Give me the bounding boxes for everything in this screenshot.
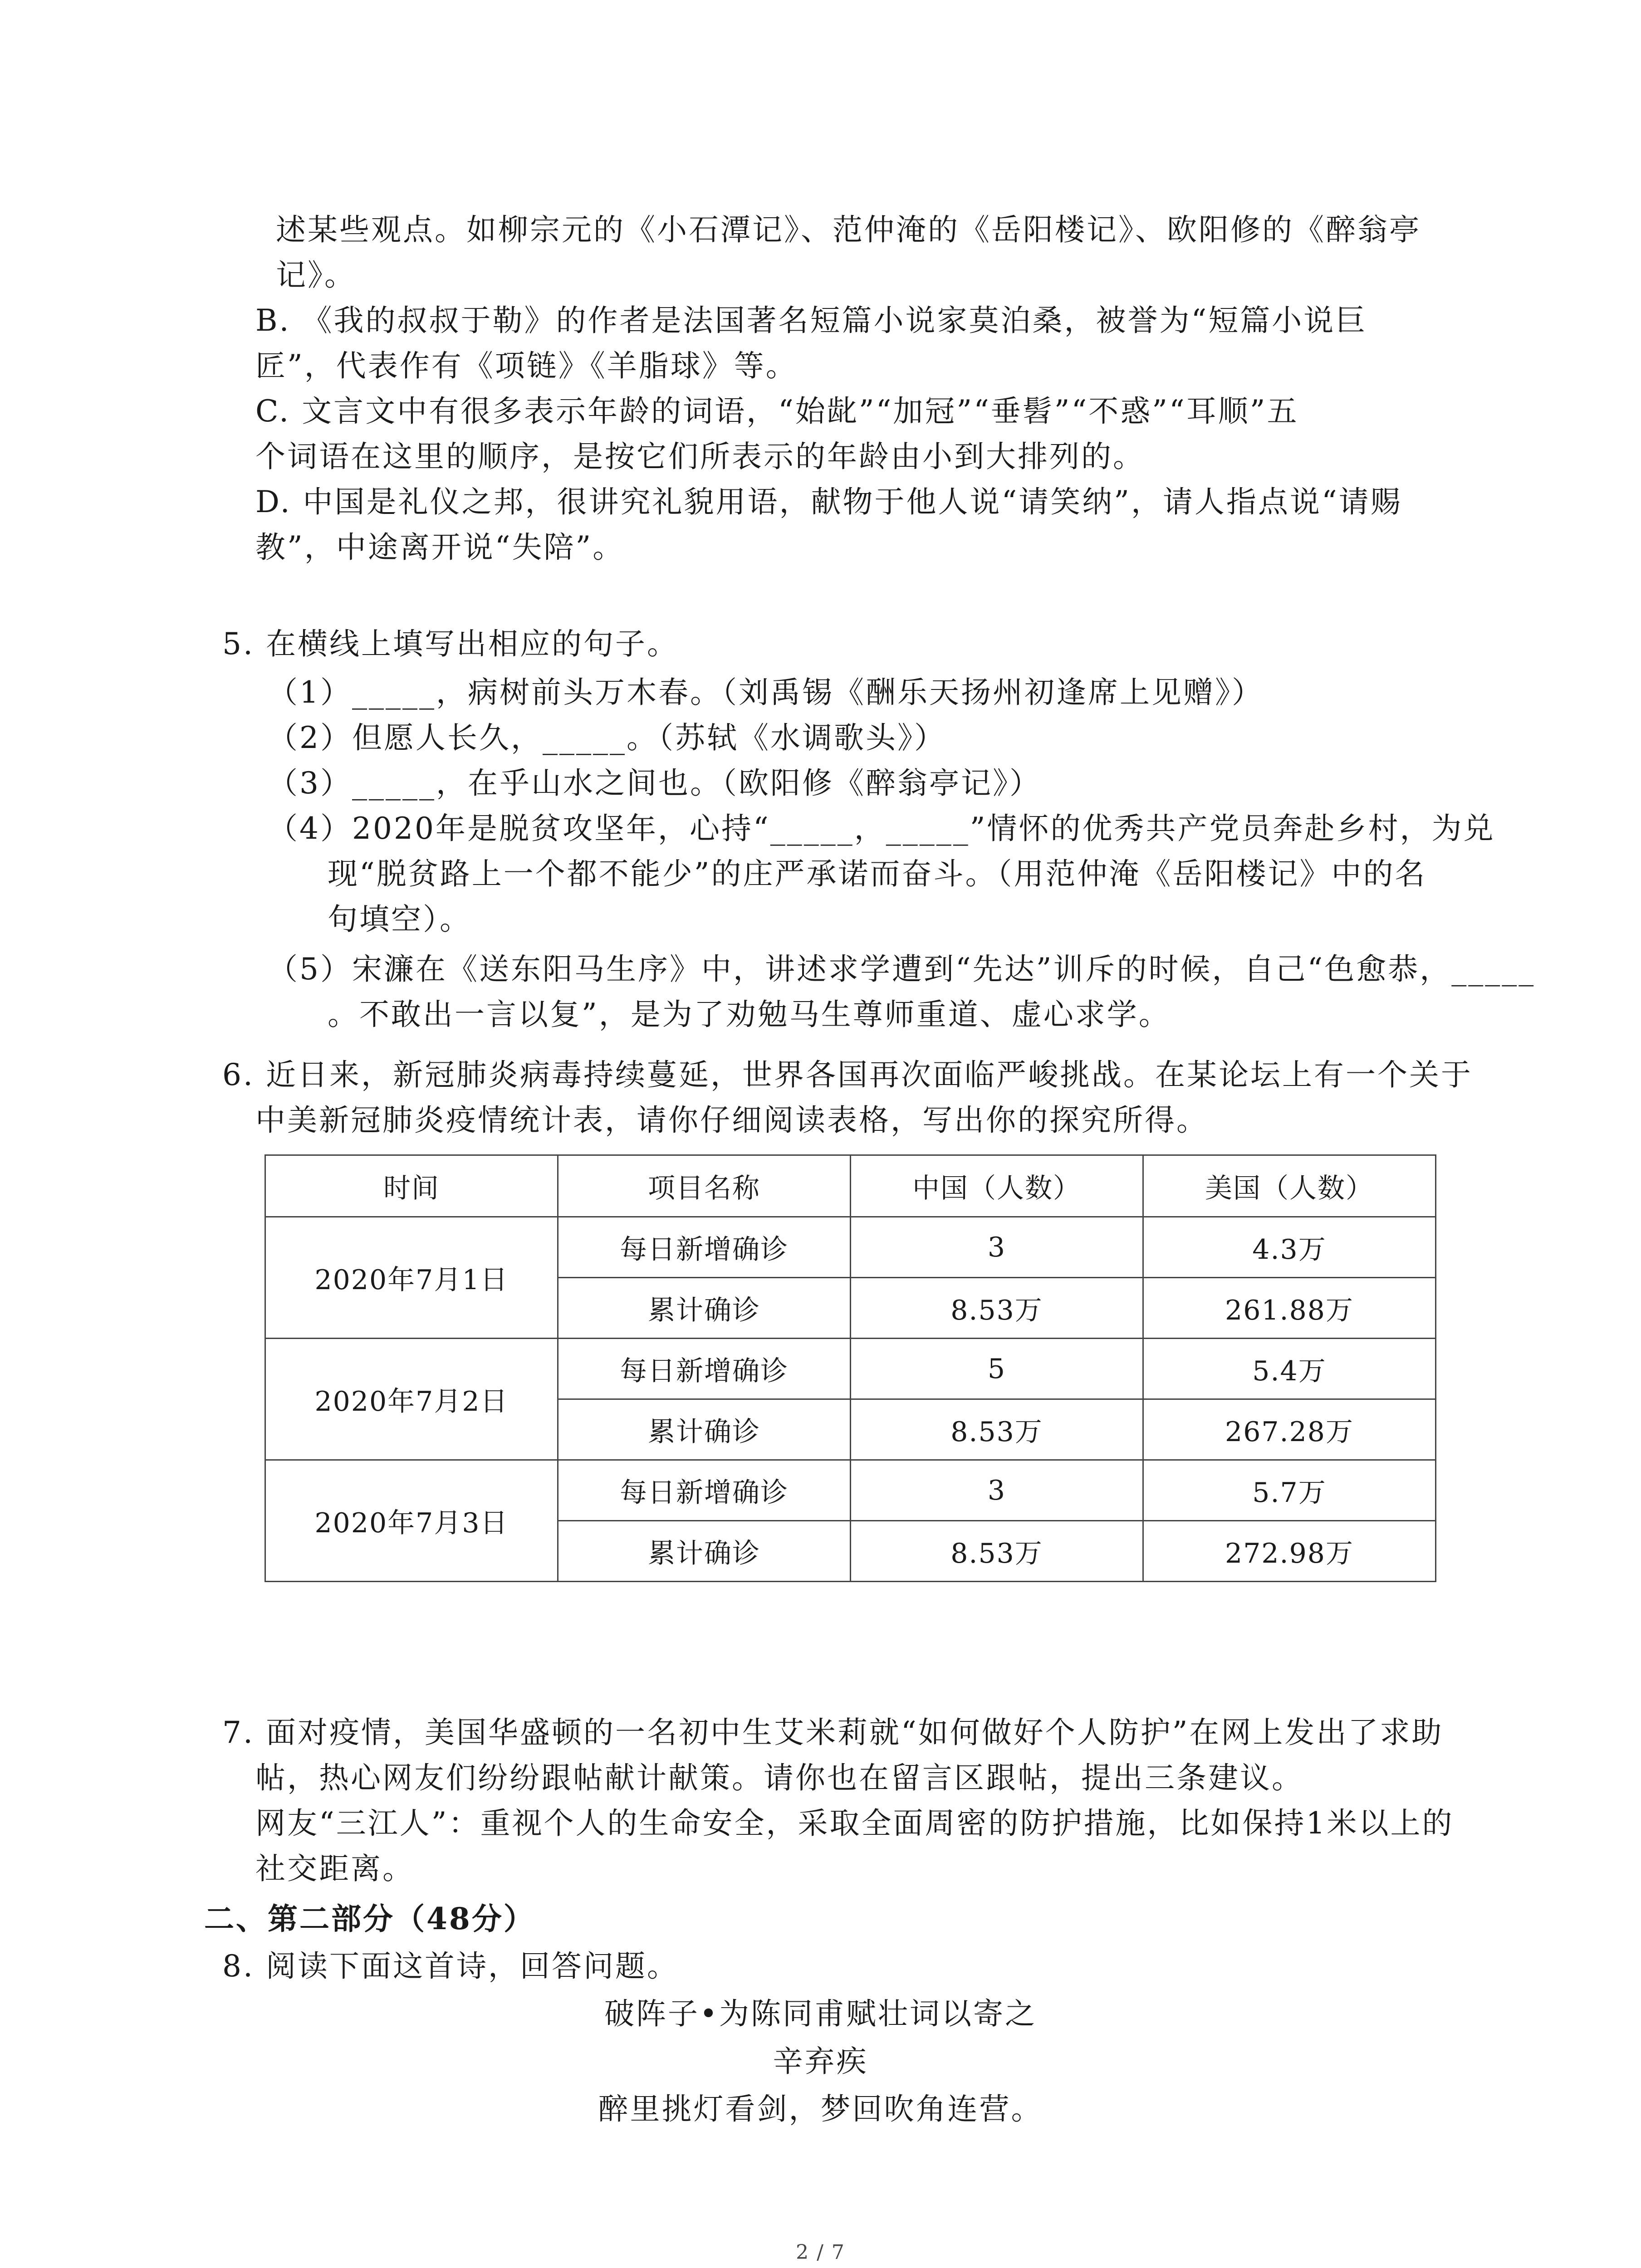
q8-stem: 8. 阅读下面这首诗，回答问题。 [222, 1949, 679, 1984]
date-cell: 2020年7月3日 [265, 1460, 558, 1582]
q5-item-cont: 句填空）。 [328, 902, 471, 937]
usa-cell: 4.3万 [1143, 1217, 1436, 1278]
q5-item-cont: 现“脱贫路上一个都不能少”的庄严承诺而奋斗。（用范仲淹《岳阳楼记》中的名 [328, 856, 1427, 891]
header-cell: 项目名称 [558, 1155, 851, 1217]
usa-cell: 267.28万 [1143, 1399, 1436, 1460]
q5-item-cont: 。不敢出一言以复”，是为了劝勉马生尊师重道、虚心求学。 [328, 997, 1171, 1032]
q5-stem: 5. 在横线上填写出相应的句子。 [222, 626, 679, 661]
header-cell: 中国（人数） [851, 1155, 1143, 1217]
date-cell: 2020年7月1日 [265, 1217, 558, 1339]
q5-item: （2）但愿人长久，_____。（苏轼《水调歌头》） [268, 720, 946, 755]
q5-item: （4）2020年是脱贫攻坚年，心持“_____，_____”情怀的优秀共产党员奔赴乡村，为兑 [268, 811, 1495, 846]
table-row [265, 1217, 1436, 1278]
item-cell: 每日新增确诊 [558, 1460, 851, 1521]
q6-stem: 中美新冠肺炎疫情统计表，请你仔细阅读表格，写出你的探究所得。 [255, 1103, 1208, 1138]
q7-example: 网友“三江人”：重视个人的生命安全，采取全面周密的防护措施，比如保持1米以上的 [255, 1806, 1454, 1841]
covid-statistics-table [265, 1154, 1436, 1582]
q5-item: （3）_____，在乎山水之间也。（欧阳修《醉翁亭记》） [268, 766, 1041, 801]
item-cell: 累计确诊 [558, 1521, 851, 1582]
china-cell: 8.53万 [851, 1278, 1143, 1339]
item-cell: 累计确诊 [558, 1399, 851, 1460]
q4-line: 记》。 [276, 258, 356, 293]
item-cell: 累计确诊 [558, 1278, 851, 1339]
china-cell: 8.53万 [851, 1399, 1143, 1460]
q7-stem: 7. 面对疫情，美国华盛顿的一名初中生艾米莉就“如何做好个人防护”在网上发出了求助 [222, 1715, 1444, 1750]
q4-line: 教”，中途离开说“失陪”。 [255, 530, 625, 565]
q4-line: 匠”，代表作有《项链》《羊脂球》等。 [255, 348, 798, 383]
q4-option-b: B. 《我的叔叔于勒》的作者是法国著名短篇小说家莫泊桑，被誉为“短篇小说巨 [255, 303, 1367, 338]
q4-line: 个词语在这里的顺序，是按它们所表示的年龄由小到大排列的。 [255, 439, 1145, 474]
table-header-row [265, 1155, 1436, 1217]
q5-item: （1）_____，病树前头万木春。（刘禹锡《酬乐天扬州初逢席上见赠》） [268, 675, 1264, 710]
poem-line: 醉里挑灯看剑，梦回吹角连营。 [598, 2092, 1043, 2126]
q5-item: （5）宋濂在《送东阳马生序》中，讲述求学遭到“先达”训斥的时候，自己“色愈恭，_____ [268, 952, 1536, 987]
usa-cell: 5.4万 [1143, 1339, 1436, 1399]
usa-cell: 272.98万 [1143, 1521, 1436, 1582]
china-cell: 5 [851, 1339, 1143, 1399]
usa-cell: 261.88万 [1143, 1278, 1436, 1339]
china-cell: 3 [851, 1460, 1143, 1521]
china-cell: 8.53万 [851, 1521, 1143, 1582]
item-cell: 每日新增确诊 [558, 1217, 851, 1278]
q4-option-d: D. 中国是礼仪之邦，很讲究礼貌用语，献物于他人说“请笑纳”，请人指点说“请赐 [255, 484, 1402, 519]
page-number: 2 / 7 [796, 2241, 845, 2264]
header-cell: 美国（人数） [1143, 1155, 1436, 1217]
q7-stem: 帖，热心网友们纷纷跟帖献计献策。请你也在留言区跟帖，提出三条建议。 [255, 1760, 1303, 1795]
header-cell: 时间 [265, 1155, 558, 1217]
date-cell: 2020年7月2日 [265, 1339, 558, 1460]
china-cell: 3 [851, 1217, 1143, 1278]
table-row [265, 1460, 1436, 1521]
poem-title: 破阵子•为陈同甫赋壮词以寄之 [604, 1996, 1037, 2031]
q4-option-c: C. 文言文中有很多表示年龄的词语，“始龀”“加冠”“垂髫”“不惑”“耳顺”五 [255, 394, 1299, 429]
table-row [265, 1339, 1436, 1399]
q6-stem: 6. 近日来，新冠肺炎病毒持续蔓延，世界各国再次面临严峻挑战。在某论坛上有一个关于 [222, 1057, 1473, 1092]
poem-author: 辛弃疾 [773, 2044, 868, 2079]
q4-line: 述某些观点。如柳宗元的《小石潭记》、范仲淹的《岳阳楼记》、欧阳修的《醉翁亭 [276, 212, 1421, 247]
item-cell: 每日新增确诊 [558, 1339, 851, 1399]
section-heading: 二、第二部分（48分） [204, 1901, 535, 1936]
q7-example: 社交距离。 [255, 1851, 414, 1886]
usa-cell: 5.7万 [1143, 1460, 1436, 1521]
